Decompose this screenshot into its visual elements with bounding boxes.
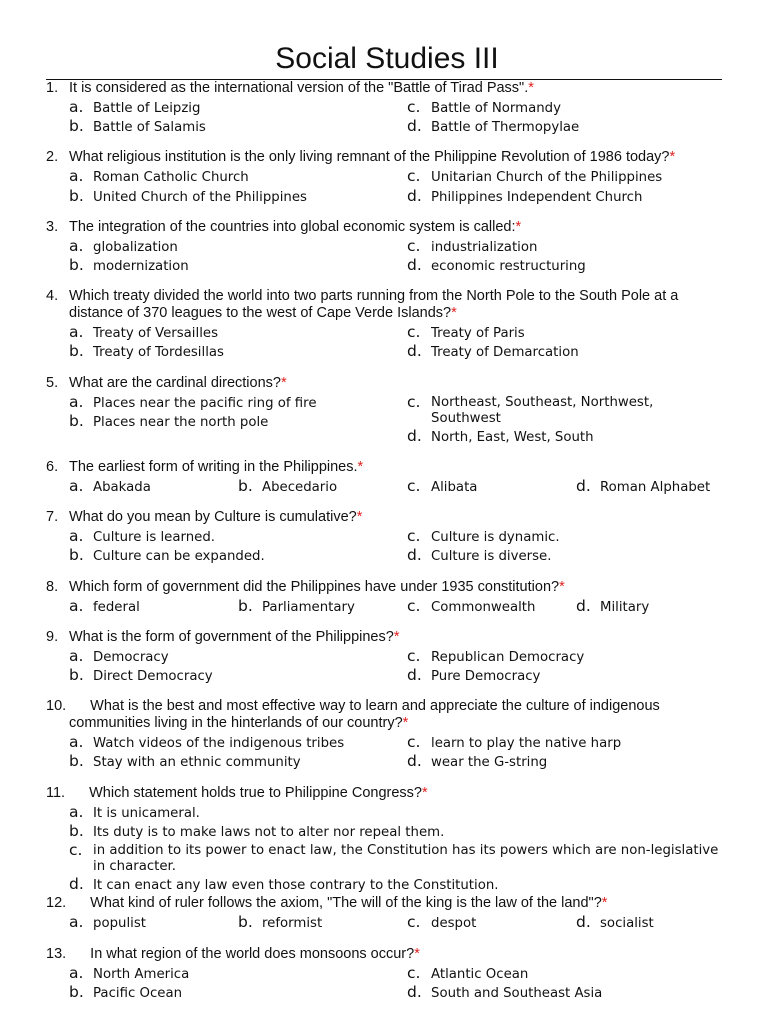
- option-b[interactable]: b. Places near the north pole: [69, 411, 269, 430]
- option-b[interactable]: b. Treaty of Tordesillas: [69, 342, 224, 361]
- options: [46, 804, 722, 896]
- quiz-page: [46, 42, 722, 1003]
- question-text: What religious institution is the only living remnant of the Philippine Revolution of 1986 today?: [69, 149, 670, 166]
- option-d[interactable]: d. Military: [576, 596, 650, 615]
- question-text: It is considered as the international version of the "Battle of Tirad Pass".: [69, 80, 529, 96]
- options: [46, 394, 722, 447]
- question-12: [46, 895, 722, 933]
- required-mark: *: [356, 509, 363, 526]
- option-a[interactable]: a. Culture is learned.: [69, 527, 216, 546]
- option-a[interactable]: a. It is unicameral.: [69, 802, 200, 821]
- question-3: [46, 219, 722, 276]
- option-d[interactable]: d. Treaty of Demarcation: [407, 342, 579, 361]
- question-10: [46, 698, 722, 772]
- question-8: [46, 579, 722, 617]
- option-c[interactable]: c. Republican Democracy: [407, 646, 585, 665]
- option-d[interactable]: d. Culture is diverse.: [407, 546, 552, 565]
- option-d[interactable]: d. Battle of Thermopylae: [407, 117, 580, 136]
- question-7: [46, 509, 722, 566]
- question-4: [46, 288, 722, 362]
- option-d[interactable]: d. North, East, West, South: [407, 426, 594, 445]
- question-number: 8.: [46, 578, 59, 595]
- question-text: The earliest form of writing in the Philippines.: [69, 459, 358, 476]
- option-b[interactable]: b. United Church of the Philippines: [69, 186, 307, 205]
- option-b[interactable]: b. reformist: [238, 913, 323, 932]
- option-b[interactable]: b. Pacific Ocean: [69, 982, 183, 1001]
- option-c[interactable]: c. industrialization: [407, 236, 538, 255]
- option-c[interactable]: c. Battle of Normandy: [407, 98, 561, 116]
- option-d[interactable]: d. South and Southeast Asia: [407, 982, 603, 1001]
- question-number: 12.: [46, 895, 67, 912]
- option-b[interactable]: b. Direct Democracy: [69, 666, 213, 685]
- options: [46, 168, 722, 206]
- option-d[interactable]: d. economic restructuring: [407, 256, 586, 275]
- option-c[interactable]: c. despot: [407, 913, 477, 932]
- question-number: 6.: [46, 459, 59, 476]
- options: [46, 324, 722, 362]
- question-text: What is the form of government of the Philippines?: [69, 628, 394, 645]
- question-number: 4.: [46, 288, 59, 305]
- option-c[interactable]: c. Alibata: [407, 477, 478, 496]
- option-c[interactable]: c. Northeast, Southeast, Northwest, Southwest: [407, 392, 654, 426]
- option-d[interactable]: d. wear the G-string: [407, 752, 548, 771]
- option-c[interactable]: c. Atlantic Ocean: [407, 963, 529, 982]
- question-9: [46, 629, 722, 686]
- option-b[interactable]: b. Culture can be expanded.: [69, 546, 265, 565]
- question-number: 7.: [46, 509, 59, 526]
- option-b[interactable]: b. Stay with an ethnic community: [69, 752, 301, 771]
- option-b[interactable]: b. Battle of Salamis: [69, 117, 206, 136]
- page-title: Social Studies III: [275, 42, 499, 75]
- option-c[interactable]: c. Unitarian Church of the Philippines: [407, 167, 663, 186]
- option-a[interactable]: a. globalization: [69, 236, 178, 255]
- required-mark: *: [357, 459, 364, 476]
- option-b[interactable]: b. modernization: [69, 256, 189, 275]
- options: [46, 648, 722, 686]
- question-13: [46, 946, 722, 1003]
- option-a[interactable]: a. Roman Catholic Church: [69, 167, 249, 186]
- option-d[interactable]: d. Philippines Independent Church: [407, 186, 643, 205]
- question-number: 11.: [46, 784, 66, 801]
- question-number: 10.: [46, 698, 67, 715]
- option-a[interactable]: a. North America: [69, 963, 190, 982]
- required-mark: *: [515, 218, 522, 235]
- option-a[interactable]: a. Places near the pacific ring of fire: [69, 392, 317, 411]
- question-text: What do you mean by Culture is cumulative?: [69, 509, 357, 526]
- question-number: 2.: [46, 149, 59, 166]
- question-5: [46, 375, 722, 447]
- option-b[interactable]: b. Abecedario: [238, 477, 338, 496]
- required-mark: *: [393, 628, 400, 645]
- question-text: Which statement holds true to Philippine Congress?: [89, 784, 422, 801]
- option-b[interactable]: b. Parliamentary: [238, 596, 355, 615]
- option-d[interactable]: d. Roman Alphabet: [576, 477, 711, 496]
- options: [46, 99, 722, 137]
- required-mark: *: [280, 374, 287, 391]
- required-mark: *: [451, 305, 457, 322]
- required-mark: *: [421, 784, 428, 801]
- option-d[interactable]: d. Pure Democracy: [407, 666, 541, 685]
- question-number: 9.: [46, 628, 59, 645]
- required-mark: *: [559, 578, 565, 595]
- required-mark: *: [528, 80, 534, 96]
- required-mark: *: [669, 149, 676, 166]
- question-2: [46, 149, 722, 206]
- question-number: 1.: [46, 80, 59, 96]
- options: [46, 965, 722, 1003]
- option-d[interactable]: d. It can enact any law even those contrary to the Constitution.: [69, 875, 499, 894]
- options: [46, 478, 722, 497]
- question-number: 13.: [46, 945, 67, 962]
- option-a[interactable]: a. Abakada: [69, 477, 151, 496]
- question-text: What kind of ruler follows the axiom, "The will of the king is the law of the land"?: [90, 895, 602, 912]
- option-a[interactable]: a. populist: [69, 913, 146, 932]
- question-text: The integration of the countries into global economic system is called:: [69, 218, 516, 235]
- options: [46, 598, 722, 617]
- options: [46, 528, 722, 566]
- question-text: Which form of government did the Philippines have under 1935 constitution?: [69, 578, 560, 595]
- option-c[interactable]: c. Commonwealth: [407, 596, 536, 615]
- options: [46, 734, 722, 772]
- question-11: [46, 785, 722, 896]
- option-b[interactable]: b. Its duty is to make laws not to alter nor repeal them.: [69, 821, 445, 840]
- question-text: In what region of the world does monsoons occur?: [90, 945, 415, 962]
- option-c[interactable]: c. Treaty of Paris: [407, 323, 525, 342]
- option-d[interactable]: d. socialist: [576, 913, 654, 932]
- options: [46, 914, 722, 933]
- required-mark: *: [414, 945, 420, 962]
- question-6: [46, 459, 722, 497]
- question-text: What are the cardinal directions?: [69, 374, 281, 391]
- required-mark: *: [402, 715, 409, 732]
- question-number: 3.: [46, 218, 59, 235]
- option-a[interactable]: a. Watch videos of the indigenous tribes: [69, 733, 345, 752]
- question-1: [46, 80, 722, 137]
- option-a[interactable]: a. Democracy: [69, 646, 169, 665]
- option-a[interactable]: a. federal: [69, 596, 140, 615]
- option-a[interactable]: a. Battle of Leipzig: [69, 98, 201, 116]
- required-mark: *: [601, 895, 608, 912]
- option-c[interactable]: c. in addition to its power to enact law, the Constitution has its powers which are non-legislative in character.: [69, 841, 719, 875]
- options: [46, 238, 722, 276]
- question-text: Which treaty divided the world into two parts running from the North Pole to the South Pole at a distance of 370 leagues to the west of Cape Verde Islands?: [69, 288, 679, 322]
- option-c[interactable]: c. learn to play the native harp: [407, 733, 622, 752]
- question-text: What is the best and most effective way to learn and appreciate the culture of indigenous communities living in the hinterlands of our country?: [69, 698, 660, 732]
- option-c[interactable]: c. Culture is dynamic.: [407, 527, 560, 546]
- question-number: 5.: [46, 374, 59, 391]
- option-a[interactable]: a. Treaty of Versailles: [69, 323, 219, 342]
